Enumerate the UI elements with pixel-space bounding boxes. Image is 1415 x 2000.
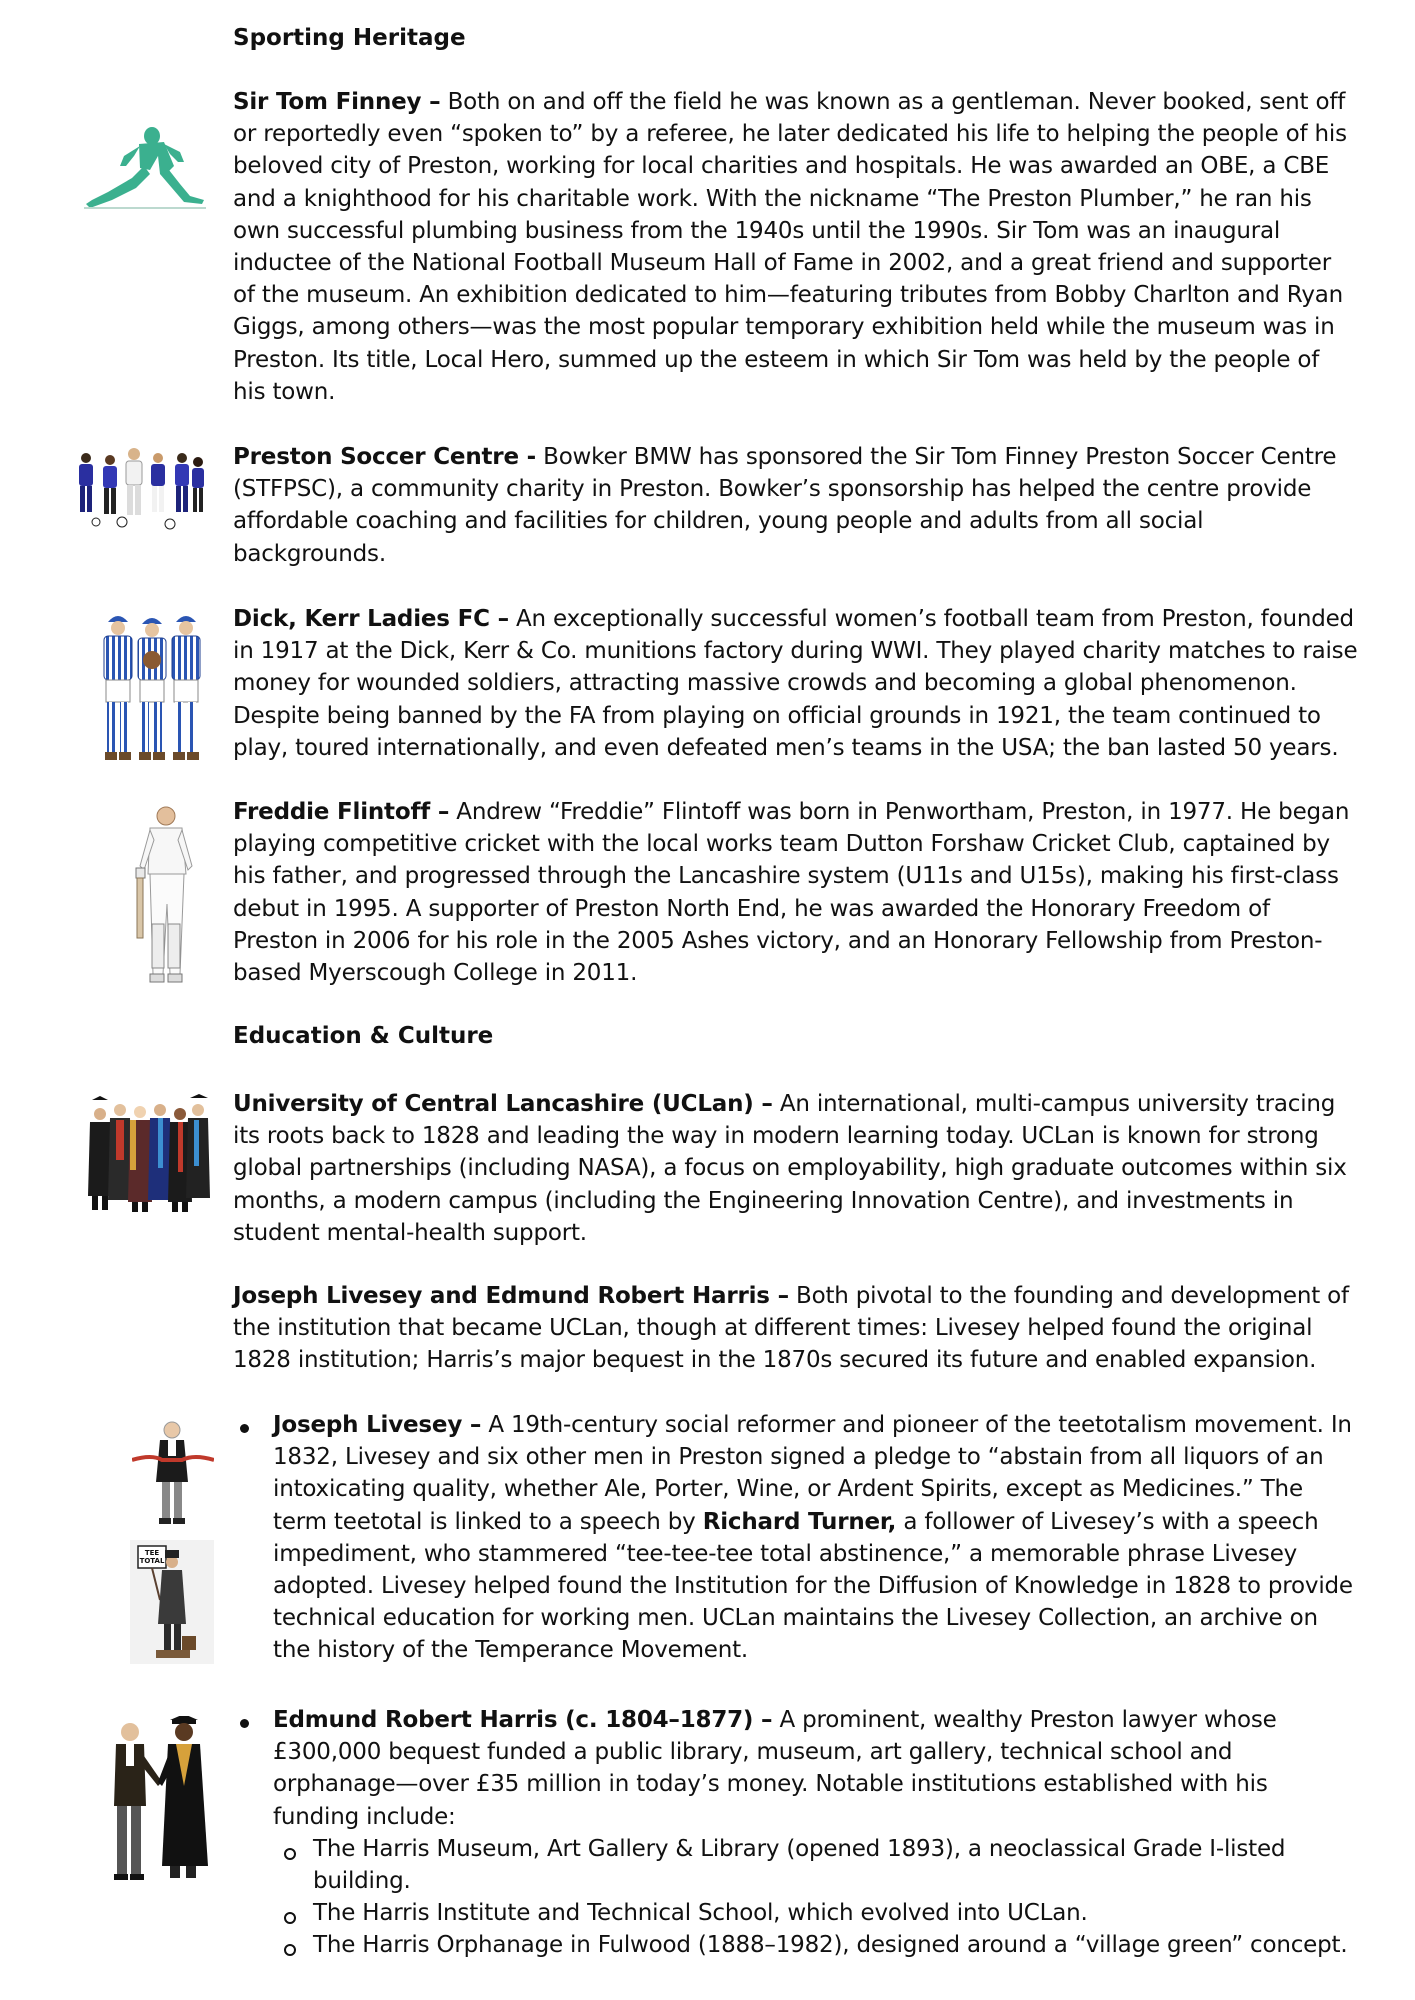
footballer-sliding-illustration (84, 126, 210, 210)
harris-item-institute: The Harris Institute and Technical School, which evolved into UCLan. (313, 1900, 1088, 1926)
finney-name: Sir Tom Finney – (233, 89, 441, 115)
soccer-centre-paragraph (233, 441, 1358, 570)
founders-text: Both pivotal to the founding and development of the institution that became UCLan, though at different times: Livesey helped found the original 1828 institution; Harris’s major bequest in the 1870s secured its future and enabled expansion. (233, 1283, 1349, 1374)
harris-text: A prominent, wealthy Preston lawyer whose £300,000 bequest funded a public library, museum, art gallery, technical school and orphanage—over £35 million in today’s money. Notable institutions established with his funding include: (273, 1707, 1277, 1830)
teetotal-sign-text: TEE TOTAL (139, 1549, 165, 1565)
uclan-name: University of Central Lancashire (UCLan) – (233, 1091, 773, 1117)
flintoff-paragraph (233, 796, 1358, 989)
founders-paragraph (233, 1280, 1358, 1377)
handshake-graduation-illustration (100, 1716, 212, 1886)
sub-bullet-1 (284, 1848, 296, 1860)
harris-item-orphanage: The Harris Orphanage in Fulwood (1888–1982), designed around a “village green” concept. (313, 1932, 1348, 1958)
teetotal-sign-illustration (130, 1540, 214, 1664)
dick-kerr-name: Dick, Kerr Ladies FC – (233, 606, 509, 632)
livesey-text-a: A 19th-century social reformer and pioneer of the teetotalism movement. In 1832, Livesey and six other men in Preston signed a pledge to “abstain from all liquors of an intoxicating quality, whether Ale, Porter, Wine, or Ardent Spirits, except as Medicines.” The term teetotal is linked to a speech by (273, 1412, 1352, 1535)
bullet-livesey (240, 1424, 249, 1433)
ribbon-cutting-illustration (132, 1420, 214, 1526)
section-heading-sporting: Sporting Heritage (233, 25, 466, 51)
founders-name: Joseph Livesey and Edmund Robert Harris – (233, 1283, 789, 1309)
dick-kerr-paragraph (233, 603, 1358, 764)
livesey-text-b: a follower of Livesey’s with a speech impediment, who stammered “tee-tee-tee total abstinence,” a memorable phrase Livesey adopted. Livesey helped found the Institution for the Diffusion of Knowledge in 1828 to provide technical education for working men. UCLan maintains the Livesey Collection, an archive on the history of the Temperance Movement. (273, 1508, 1353, 1664)
harris-paragraph (273, 1704, 1358, 1833)
section-heading-education: Education & Culture (233, 1023, 494, 1049)
sub-bullet-3 (284, 1944, 296, 1956)
dick-kerr-text: An exceptionally successful women’s football team from Preston, founded in 1917 at the Dick, Kerr & Co. munitions factory during WWI. They played charity matches to raise money for wounded soldiers, attracting massive crowds and becoming a global phenomenon. Despite being banned by the FA from playing on official grounds in 1921, the team continued to play, toured internationally, and even defeated men’s teams in the USA; the ban lasted 50 years. (233, 606, 1358, 761)
cricketer-illustration (126, 804, 202, 988)
finney-text: Both on and off the field he was known as a gentleman. Never booked, sent off or reportedly even “spoken to” by a referee, he later dedicated his life to helping the people of his beloved city of Preston, working for local charities and hospitals. He was awarded an OBE, a CBE and a knighthood for his charitable work. With the nickname “The Preston Plumber,” he ran his own successful plumbing business from the 1940s until the 1990s. Sir Tom was an inaugural inductee of the National Football Museum Hall of Fame in 2002, and a great friend and supporter of the museum. An exhibition dedicated to him—featuring tributes from Bobby Charlton and Ryan Giggs, among others—was the most popular temporary exhibition held while the museum was in Preston. Its title, Local Hero, summed up the esteem in which Sir Tom was held by the people of his town. (233, 89, 1347, 405)
livesey-paragraph (273, 1409, 1358, 1667)
flintoff-name: Freddie Flintoff – (233, 799, 450, 825)
youth-football-team-illustration (74, 446, 208, 532)
uclan-paragraph (233, 1088, 1358, 1249)
harris-item-museum: The Harris Museum, Art Gallery & Library (opened 1893), a neoclassical Grade I-listed building. (313, 1836, 1286, 1895)
striped-team-players-illustration (100, 610, 208, 770)
soccer-centre-text: Bowker BMW has sponsored the Sir Tom Finney Preston Soccer Centre (STFPSC), a community charity in Preston. Bowker’s sponsorship has helped the centre provide affordable coaching and facilities for children, young people and adults from all social backgrounds. (233, 444, 1337, 567)
graduates-group-illustration (86, 1092, 212, 1214)
sub-bullet-2 (284, 1912, 296, 1924)
uclan-text: An international, multi-campus university tracing its roots back to 1828 and leading the way in modern learning today. UCLan is known for strong global partnerships (including NASA), a focus on employability, high graduate outcomes within six months, a modern campus (including the Engineering Innovation Centre), and investments in student mental-health support. (233, 1091, 1347, 1246)
finney-paragraph (233, 86, 1358, 408)
soccer-centre-name: Preston Soccer Centre - (233, 444, 536, 470)
harris-name: Edmund Robert Harris (c. 1804–1877) – (273, 1707, 773, 1733)
bullet-harris (240, 1719, 249, 1728)
livesey-richard-turner: Richard Turner, (702, 1508, 897, 1535)
livesey-name: Joseph Livesey – (273, 1412, 482, 1438)
flintoff-text: Andrew “Freddie” Flintoff was born in Penwortham, Preston, in 1977. He began playing competitive cricket with the local works team Dutton Forshaw Cricket Club, captained by his father, and progressed through the Lancashire system (U11s and U15s), making his first-class debut in 1995. A supporter of Preston North End, he was awarded the Honorary Freedom of Preston in 2006 for his role in the 2005 Ashes victory, and an Honorary Fellowship from Preston-based Myerscough College in 2011. (233, 799, 1350, 987)
